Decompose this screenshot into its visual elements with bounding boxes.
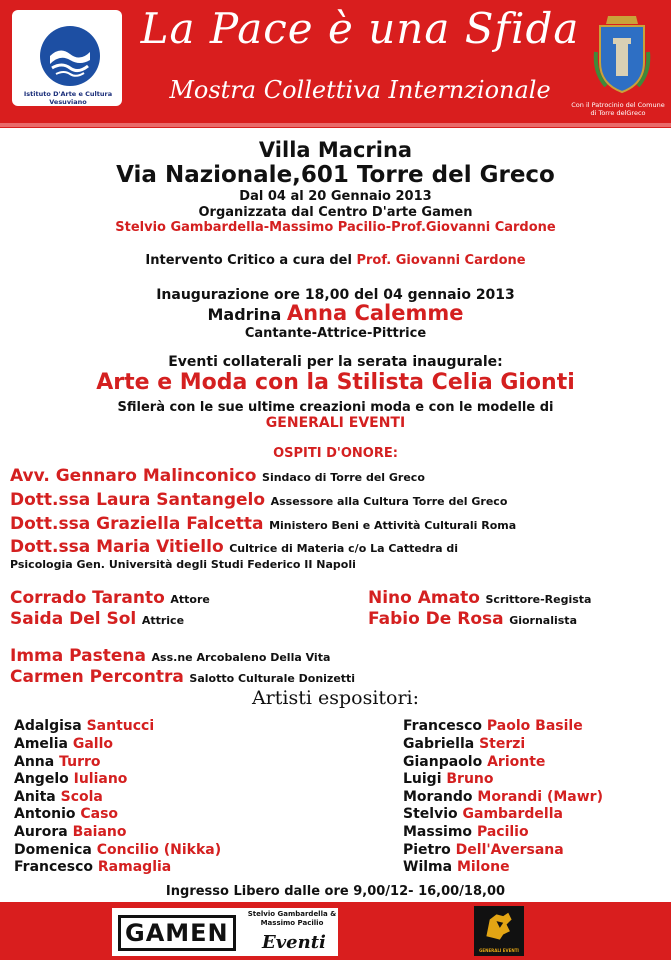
artist-item: Stelvio Gambardella bbox=[403, 806, 563, 822]
exhibition-dates: Dal 04 al 20 Gennaio 2013 bbox=[239, 189, 432, 204]
artist-item: Antonio Caso bbox=[14, 806, 119, 822]
guest-desc-continued: Psicologia Gen. Università degli Studi Federico II Napoli bbox=[10, 558, 356, 571]
artist-item: Amelia Gallo bbox=[14, 736, 113, 752]
critic-name: Prof. Giovanni Cardone bbox=[356, 253, 526, 268]
opening-time: Inaugurazione ore 18,00 del 04 gennaio 2013 bbox=[156, 287, 515, 303]
critic-line bbox=[0, 253, 671, 268]
organizer-names: Stelvio Gambardella-Massimo Pacilio-Prof.Giovanni Cardone bbox=[115, 220, 556, 235]
artist-item: Aurora Baiano bbox=[14, 824, 127, 840]
artist-item: Francesco Ramaglia bbox=[14, 859, 172, 875]
guest-row: Fabio De Rosa Giornalista bbox=[368, 609, 577, 629]
guest-row: Carmen Percontra Salotto Culturale Donizetti bbox=[10, 667, 356, 687]
madrina-name: Anna Calemme bbox=[286, 301, 464, 325]
artist-item: Gianpaolo Arionte bbox=[403, 754, 546, 770]
artists-heading: Artisti espositori: bbox=[251, 687, 420, 709]
artist-item: Gabriella Sterzi bbox=[403, 736, 526, 752]
generali-eventi-caption: GENERALI EVENTI bbox=[479, 948, 519, 953]
guest-row: Dott.ssa Laura Santangelo Assessore alla Cultura Torre del Greco bbox=[10, 490, 508, 510]
artist-item: Luigi Bruno bbox=[403, 771, 494, 787]
madrina-line bbox=[0, 301, 671, 325]
guest-row: Dott.ssa Graziella Falcetta Ministero Beni e Attività Culturali Roma bbox=[10, 514, 517, 534]
patronage-caption: Con il Patrocinio del Comune di Torre delGreco bbox=[571, 101, 665, 117]
guest-row: Saida Del Sol Attrice bbox=[10, 609, 185, 629]
institute-logo bbox=[12, 10, 122, 106]
events-brand: GENERALI EVENTI bbox=[265, 415, 406, 431]
events-headline: Arte e Moda con la Stilista Celia Gionti bbox=[96, 370, 575, 395]
events-line: Sfilerà con le sue ultime creazioni moda e con le modelle di bbox=[117, 400, 554, 415]
venue-address: Via Nazionale,601 Torre del Greco bbox=[116, 162, 555, 188]
artist-item: Francesco Paolo Basile bbox=[403, 718, 583, 734]
artist-item: Wilma Milone bbox=[403, 859, 510, 875]
artist-item: Domenica Concilio (Nikka) bbox=[14, 842, 222, 858]
artist-item: Angelo Iuliano bbox=[14, 771, 128, 787]
header-divider bbox=[0, 123, 671, 127]
artist-item: Anita Scola bbox=[14, 789, 103, 805]
madrina-label: Madrina bbox=[207, 305, 287, 324]
guest-row: Imma Pastena Ass.ne Arcobaleno Della Vita bbox=[10, 646, 331, 666]
venue-name: Villa Macrina bbox=[258, 138, 413, 162]
artist-item: Massimo Pacilio bbox=[403, 824, 529, 840]
artist-item: Morando Morandi (Mawr) bbox=[403, 789, 603, 805]
critic-label: Intervento Critico a cura del bbox=[145, 253, 357, 268]
blue-flag-icon bbox=[38, 24, 102, 88]
events-intro: Eventi collaterali per la serata inaugurale: bbox=[168, 354, 503, 370]
guests-heading: OSPITI D'ONORE: bbox=[273, 446, 398, 461]
organizer-line: Organizzata dal Centro D'arte Gamen bbox=[198, 205, 473, 220]
city-crest-icon bbox=[592, 12, 652, 96]
guest-row: Corrado Taranto Attore bbox=[10, 588, 210, 608]
guest-row: Nino Amato Scrittore-Regista bbox=[368, 588, 592, 608]
poster-title: La Pace è una Sfida bbox=[140, 4, 580, 53]
guest-row: Dott.ssa Maria Vitiello Cultrice di Materia c/o La Cattedra di bbox=[10, 537, 459, 557]
madrina-role: Cantante-Attrice-Pittrice bbox=[244, 326, 427, 341]
eventi-logo: Eventi bbox=[262, 932, 326, 953]
admission-info: Ingresso Libero dalle ore 9,00/12- 16,00/18,00 bbox=[165, 884, 506, 899]
lion-icon bbox=[474, 906, 524, 948]
gamen-organizers: Stelvio Gambardella & Massimo Pacilio bbox=[247, 910, 337, 927]
guest-row: Avv. Gennaro Malinconico Sindaco di Torre del Greco bbox=[10, 466, 425, 486]
poster-subtitle: Mostra Collettiva Internzionale bbox=[169, 76, 551, 104]
institute-caption: Istituto D'Arte e Cultura Vesuviano bbox=[23, 90, 113, 106]
artist-item: Anna Turro bbox=[14, 754, 101, 770]
artist-item: Pietro Dell'Aversana bbox=[403, 842, 564, 858]
gamen-logo: GAMEN bbox=[118, 915, 236, 951]
artist-item: Adalgisa Santucci bbox=[14, 718, 155, 734]
